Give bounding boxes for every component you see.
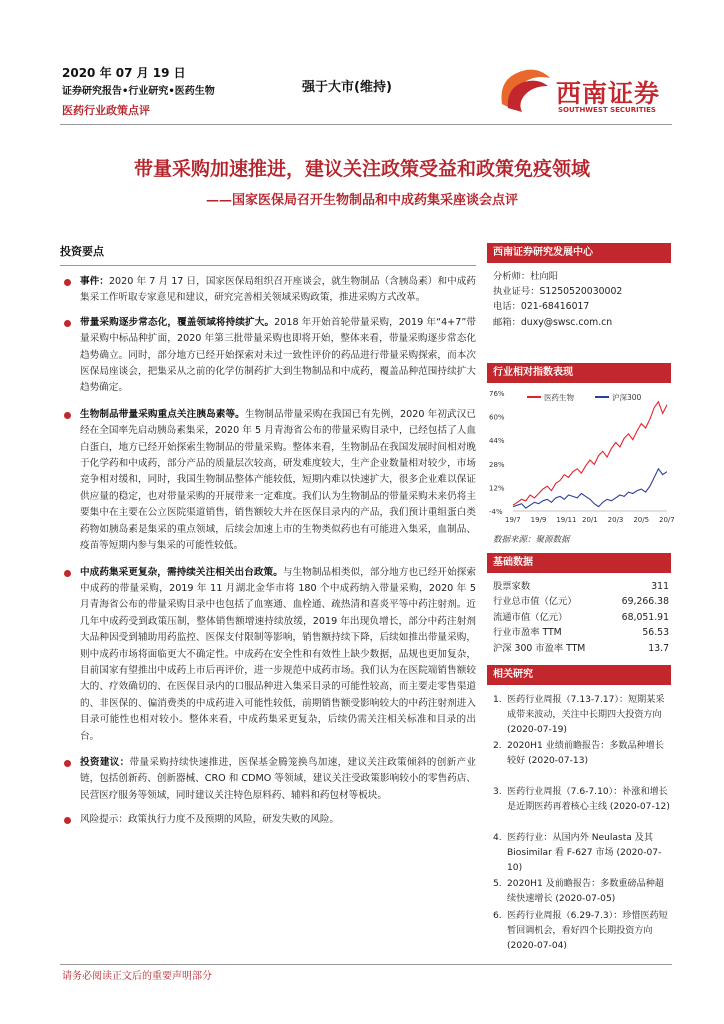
analyst-name: 杜向阳	[530, 271, 559, 282]
y-tick-label: 12%	[489, 484, 505, 493]
x-tick-label: 19/7	[505, 516, 521, 524]
footer-disclaimer: 请务必阅读正文后的重要声明部分	[62, 971, 212, 982]
paragraph-recommendation	[60, 755, 476, 804]
paragraph-event	[60, 274, 476, 307]
x-tick-label: 20/1	[582, 516, 598, 524]
data-row	[487, 594, 671, 609]
phone-label: 电话：	[493, 301, 521, 313]
bullet-icon	[64, 760, 71, 767]
chart-source: 数据来源：聚源数据	[493, 535, 570, 545]
bullet-icon	[64, 320, 71, 327]
related-item[interactable]: 2. 2020H1 业绩前瞻报告：多数品种增长较好 (2020-07-13)	[493, 741, 664, 767]
paragraph-normalization	[60, 315, 476, 397]
phone-number: 021-68416017	[520, 301, 590, 313]
email-label: 邮箱：	[493, 316, 521, 328]
paragraph-risk	[60, 812, 476, 828]
y-tick-label: 44%	[489, 437, 505, 446]
data-label: 行业总市值（亿元）	[493, 596, 577, 608]
relative-index-chart	[487, 383, 675, 531]
industry-rating: 强于大市(维持)	[302, 80, 392, 95]
paragraph-biologics	[60, 407, 476, 555]
related-item[interactable]: 4. 医药行业：从国内外 Neulasta 及其 Biosimilar 看 F-627 市场 (2020-07-10)	[493, 833, 662, 874]
related-item-text: 医药行业周报（6.29-7.3）：珍惜医药短暂回调机会，看好四个长期投资方向 (2020-07-04)	[507, 911, 668, 952]
paragraph-body: 与生物制品相类似，部分地方也已经开始探索中成药的带量采购，2019 年 11 月湖北金华市将 180 个中成药纳入带量采购，2020 年 5 月青海省公布的带量采购目录中也包括了血塞通、血栓通、疏热清和喜炎平等中药注射剂。近几年中成药受到政策压制，整体销售额增速持续放缓，2019 年出现负增长，部分中药注射剂大品种因受到辅助用药监控、医保支付限制等影响，销售额持续下降，后续如推出带量采购，则中成药市场将面临更大不确定性。中成药在安全性和有效性上缺少数据，品规也更加复杂，目前国家有望推出中成药上市后再评价，进一步规范中成药市场。我们认为在医院端销售额较大的、疗效确切的、在医保目录内的口服品种进入集采目录的可能性较高，而主要走零售渠道的、非医保的、偏消费类的中成药进入可能性较低，前期销售额受影响较大的中药注射剂进入目录可能性也相对较小。整体来看，中成药集采更复杂，后续仍需关注相关标准和目录的出台。	[80, 566, 477, 742]
data-value: 68,051.91	[621, 611, 669, 623]
basic-data-table	[487, 573, 671, 659]
related-item-text: 2020H1 及前瞻报告：多数重磅品种超续快速增长 (2020-07-05)	[507, 879, 664, 905]
header-divider	[60, 124, 672, 125]
related-item[interactable]: 1. 医药行业周报（7.13-7.17）：短期某采成带来波动，关注中长期四大投资方向 (2020-07-19)	[493, 695, 665, 736]
data-value: 311	[651, 581, 669, 592]
related-item-text: 医药行业周报（7.6-7.10）：补涨和增长是近期医药再着核心主线 (2020-07-12)	[507, 787, 670, 813]
data-row	[487, 579, 671, 594]
legend-label: 沪深300	[612, 393, 642, 402]
paragraph-lead: 带量采购逐步常态化，覆盖领域将持续扩大。	[80, 316, 275, 328]
paragraph-lead: 投资建议：	[80, 756, 130, 768]
logo-english: SOUTHWEST SECURITIES	[558, 106, 656, 114]
series-line-csi300	[513, 469, 667, 508]
research-center-title: 西南证券研究发展中心	[487, 243, 671, 263]
y-tick-label: 60%	[489, 413, 505, 422]
related-item-text: 医药行业周报（7.13-7.17）：短期某采成带来波动，关注中长期四大投资方向 (2020-07-19)	[507, 695, 665, 736]
paragraph-body: 生物制品带量采购在我国已有先例，2020 年初武汉已经在全国率先启动胰岛素集采，2020 年 5 月青海省公布的带量采购目录中，已经包括了人血白蛋白，地方已经开始探索生物制品的带量采购。整体来看，生物制品在我国发展时间相对晚于化学药和中成药，部分产品的质量层次较高，研发难度较大，生产企业数量相对较少，市场竞争相对缓和，同时，我国生物制品整体产能较低，短期内难以快速扩大，很多企业难以保证供应量的稳定，也对带量采购的开展带来一定难度。我们认为生物制品的带量采购未来仍将主要集中在主要在公立医院渠道销售，销售额较大并在医保目录内的产品，我们预计重组蛋白类药物如胰岛素是集采的重点领域，后续会加速上市的生物类似药也有可能进入集采，血制品、疫苗等短期内参与集采的可能性较低。	[80, 408, 477, 552]
email-link[interactable]: duxy@swsc.com.cn	[520, 316, 613, 328]
report-subtitle: ——国家医保局召开生物制品和中成药集采座谈会点评	[205, 193, 518, 208]
x-tick-label: 20/5	[633, 516, 650, 524]
license-number: S1250520030002	[539, 286, 623, 298]
paragraph-body: 带量采购持续快速推进，医保基金腾笼换鸟加速，建议关注政策倾斜的创新产业链，包括创新药、创新器械、CRO 和 CDMO 等领域，建议关注受政策影响较小的零售药店、民营医疗服务等领域，同时建议关注特色原料药、辅料和药包材等板块。	[80, 756, 477, 801]
data-label: 行业市盈率 TTM	[493, 627, 562, 639]
analyst-row	[493, 299, 671, 314]
paragraph-body: 2018 年开始首轮带量采购，2019 年“4+7”带量采购中标品种扩面，2020 年第三批带量采购也即将开始，整体来看，带量采购逐步常态化趋势确立。同时，部分地方已经开始探索对未过一致性评价的药品进行带量采购探索，而本次医保局座谈会，把集采从之前的化学仿制药扩大到生物制品和中成药，覆盖品种范围持续扩大趋势确定。	[80, 316, 476, 394]
bullet-icon	[64, 412, 71, 419]
paragraph-body: 风险提示：政策执行力度不及预期的风险，研发失败的风险。	[80, 814, 340, 826]
basic-data-title: 基础数据	[487, 553, 671, 573]
data-row	[487, 625, 671, 640]
analyst-label: 分析师：	[493, 271, 531, 282]
report-title: 带量采购加速推进，建议关注政策受益和政策免疫领域	[133, 158, 590, 180]
footer-divider	[60, 964, 672, 965]
paragraph-tcm	[60, 565, 476, 745]
sidebar	[487, 243, 675, 955]
paragraph-lead: 中成药集采更复杂，需持续关注相关出台政策。	[80, 566, 283, 578]
related-item-text: 医药行业：从国内外 Neulasta 及其 Biosimilar 看 F-627 市场 (2020-07-10)	[507, 833, 662, 874]
y-tick-label: -4%	[489, 508, 503, 516]
data-row	[487, 641, 671, 656]
related-item[interactable]: 6. 医药行业周报（6.29-7.3）：珍惜医药短暂回调机会，看好四个长期投资方向 (2020-07-04)	[493, 911, 668, 952]
data-row	[487, 610, 671, 625]
analyst-info	[487, 263, 671, 363]
southwest-securities-logo-icon	[496, 64, 554, 116]
analyst-row	[493, 315, 671, 330]
bullet-icon	[64, 570, 71, 577]
report-type: 证券研究报告•行业研究•医药生物	[62, 86, 215, 97]
data-label: 股票家数	[493, 581, 531, 592]
x-tick-label: 19/11	[556, 516, 577, 524]
related-item[interactable]: 5. 2020H1 及前瞻报告：多数重磅品种超续快速增长 (2020-07-05)	[493, 879, 664, 905]
y-tick-label: 76%	[489, 390, 505, 398]
series-line-pharma	[513, 402, 667, 506]
y-tick-label: 28%	[489, 460, 505, 469]
paragraph-body: 2020 年 7 月 17 日，国家医保局组织召开座谈会，就生物制品（含胰岛素）和中成药集采工作听取专家意见和建议，研究完善相关领域采购政策，推进采购方式改革。	[80, 276, 476, 304]
chart-section-title: 行业相对指数表现	[487, 363, 671, 383]
data-value: 13.7	[648, 642, 669, 654]
data-value: 69,266.38	[621, 596, 669, 608]
chart-svg	[487, 383, 675, 531]
x-tick-label: 19/9	[530, 516, 547, 524]
analyst-row	[493, 269, 671, 284]
data-value: 56.53	[642, 627, 669, 639]
analyst-row	[493, 284, 671, 299]
license-label: 执业证号：	[493, 286, 540, 298]
related-research-list	[487, 685, 671, 955]
bullet-icon	[64, 279, 71, 286]
data-label: 流通市值（亿元）	[493, 611, 568, 623]
paragraph-lead: 生物制品带量采购重点关注胰岛素等。	[80, 408, 245, 420]
paragraph-lead: 事件：	[80, 276, 109, 287]
section-divider	[60, 265, 476, 266]
x-tick-label: 20/7	[659, 516, 675, 524]
x-tick-label: 20/3	[607, 516, 624, 524]
legend-label: 医药生物	[544, 393, 574, 402]
bullet-icon	[64, 817, 71, 824]
related-item-text: 2020H1 业绩前瞻报告：多数品种增长较好 (2020-07-13)	[507, 741, 664, 767]
related-item[interactable]: 3. 医药行业周报（7.6-7.10）：补涨和增长是近期医药再着核心主线 (2020-07-12)	[493, 787, 670, 813]
report-date: 2020 年 07 月 19 日	[62, 66, 186, 80]
data-label: 沪深 300 市盈率 TTM	[493, 642, 586, 654]
report-category: 医药行业政策点评	[62, 104, 150, 117]
related-research-title: 相关研究	[487, 665, 671, 685]
investment-highlights	[60, 243, 476, 829]
logo-name: 西南证券	[556, 79, 661, 108]
section-title: 投资要点	[60, 245, 104, 258]
